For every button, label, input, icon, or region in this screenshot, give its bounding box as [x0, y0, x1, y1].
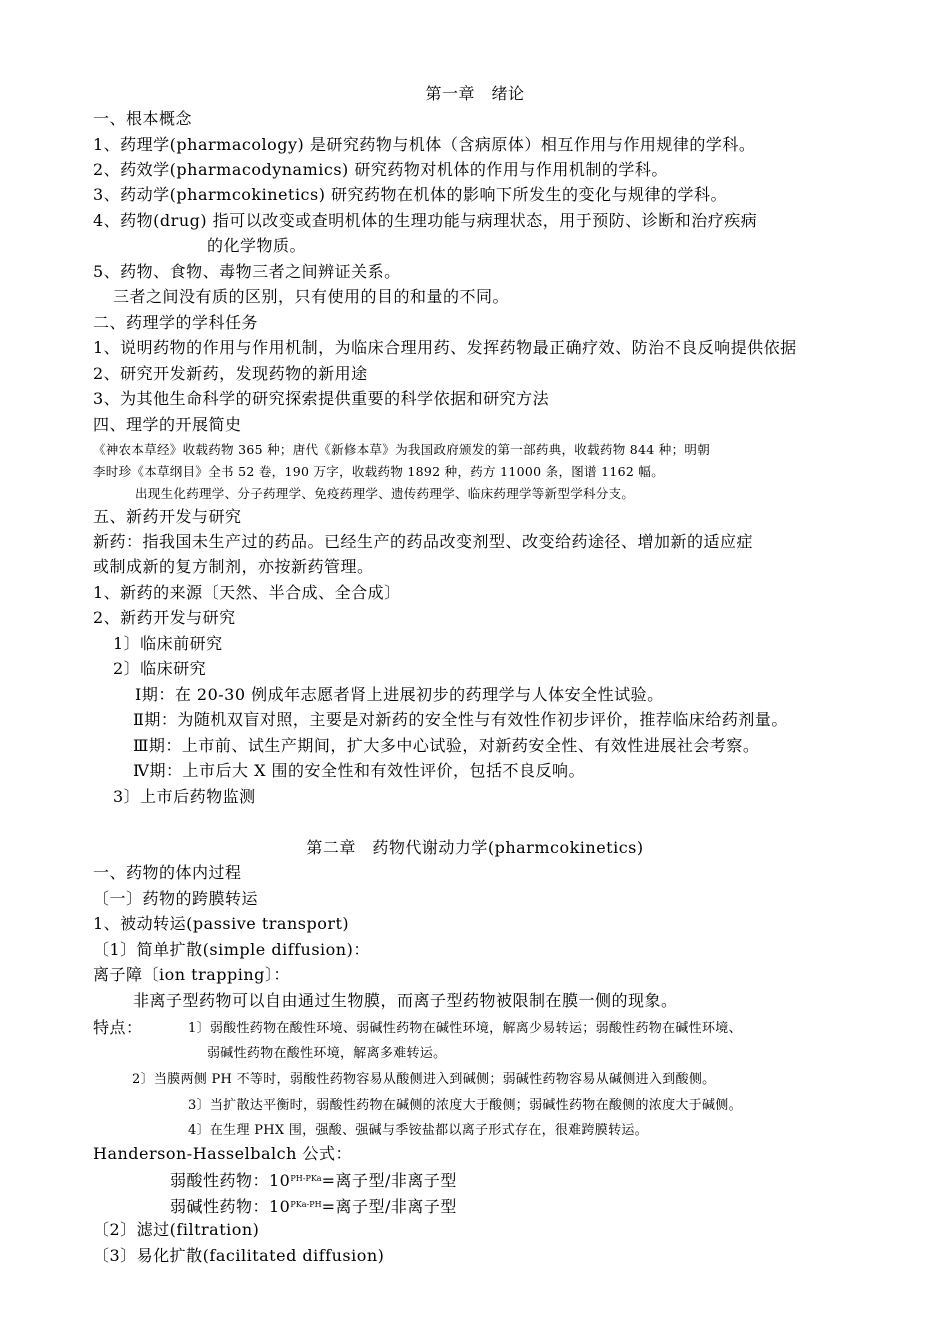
- text-line: 〔2〕滤过(filtration): [93, 1220, 260, 1239]
- formula-prefix: 弱碱性药物：10: [170, 1197, 291, 1216]
- definition-line: 4、药物(drug) 指可以改变或查明机体的生理功能与病理状态，用于预防、诊断和治疗疾病: [93, 211, 758, 230]
- feature-line: 1〕弱酸性药物在酸性环境、弱碱性药物在碱性环境，解离少易转运；弱酸性药物在碱性环境、: [188, 1021, 742, 1036]
- text-line: 非离子型药物可以自由通过生物膜，而离子型药物被限制在膜一侧的现象。: [133, 991, 678, 1010]
- text-line: 三者之间没有质的区别，只有使用的目的和量的不同。: [113, 287, 510, 306]
- phase-line: Ⅱ期：为随机双盲对照，主要是对新药的安全性与有效性作初步评价，推荐临床给药剂量。: [133, 710, 788, 729]
- definition-line: 5、药物、食物、毒物三者之间辨证关系。: [93, 262, 401, 281]
- formula-heading: Handerson-Hasselbalch 公式：: [93, 1144, 352, 1163]
- formula-exponent: PKa-PH: [290, 1200, 322, 1209]
- text-line: 1、说明药物的作用与作用机制，为临床合理用药、发挥药物最正确疗效、防治不良反响提供依据: [93, 338, 797, 357]
- section-heading: 一、药物的体内过程: [93, 863, 242, 882]
- definition-line: 2、药效学(pharmacodynamics) 研究药物对机体的作用与作用机制的学科。: [93, 160, 668, 179]
- text-line: 〔一〕药物的跨膜转运: [93, 889, 259, 908]
- text-line: 2〕临床研究: [113, 659, 207, 678]
- section-heading: 二、药理学的学科任务: [93, 313, 259, 332]
- formula-prefix: 弱酸性药物：10: [170, 1171, 291, 1190]
- text-line: 1、被动转运(passive transport): [93, 914, 350, 933]
- text-line: 或制成新的复方制剂，亦按新药管理。: [93, 557, 374, 576]
- definition-line: 的化学物质。: [207, 236, 307, 255]
- text-line: 新药：指我国未生产过的药品。已经生产的药品改变剂型、改变给药途径、增加新的适应症: [93, 532, 754, 551]
- features-label: 特点：: [93, 1018, 143, 1037]
- text-line: 2、研究开发新药，发现药物的新用途: [93, 364, 368, 383]
- definition-line: 3、药动学(pharmcokinetics) 研究药物在机体的影响下所发生的变化与规律的学科。: [93, 185, 728, 204]
- formula-exponent: PH-PKa: [290, 1174, 322, 1183]
- section-heading: 四、理学的开展简史: [93, 415, 242, 434]
- history-line: 《神农本草经》收载药物 365 种；唐代《新修本草》为我国政府颁发的第一部药典，收载药物 844 种；明朝: [93, 442, 711, 457]
- definition-line: 1、药理学(pharmacology) 是研究药物与机体（含病原体）相互作用与作用规律的学科。: [93, 135, 756, 154]
- text-line: 离子障〔ion trapping〕：: [93, 965, 290, 984]
- text-line: 2、新药开发与研究: [93, 608, 236, 627]
- chapter-1-title: 第一章 绪论: [425, 84, 525, 103]
- feature-line: 3〕当扩散达平衡时，弱酸性药物在碱侧的浓度大于酸侧；弱碱性药物在酸侧的浓度大于碱侧。: [188, 1098, 742, 1113]
- text-line: 1〕临床前研究: [113, 634, 223, 653]
- feature-line: 弱碱性药物在酸性环境，解离多难转运。: [207, 1046, 447, 1061]
- text-line: 3〕上市后药物监测: [113, 787, 256, 806]
- text-line: 3、为其他生命科学的研究探索提供重要的科学依据和研究方法: [93, 389, 550, 408]
- history-line: 李时珍《本草纲目》全书 52 卷，190 万字，收载药物 1892 种，药方 11000 条，图谱 1162 幅。: [93, 464, 665, 479]
- text-line: 1、新药的来源〔天然、半合成、全合成〕: [93, 583, 401, 602]
- formula-result: =离子型/非离子型: [321, 1171, 457, 1190]
- section-heading: 一、根本概念: [93, 109, 193, 128]
- section-heading: 五、新药开发与研究: [93, 507, 242, 526]
- phase-line: Ⅰ期：在 20-30 例成年志愿者肾上进展初步的药理学与人体安全性试验。: [135, 685, 664, 704]
- phase-line: Ⅳ期：上市后大 X 围的安全性和有效性评价，包括不良反响。: [133, 761, 586, 780]
- history-line: 出现生化药理学、分子药理学、免疫药理学、遗传药理学、临床药理学等新型学科分支。: [135, 486, 635, 501]
- feature-line: 4〕在生理 PHX 围，强酸、强碱与季铵盐都以离子形式存在，很难跨膜转运。: [188, 1123, 648, 1138]
- feature-line: 2〕当膜两侧 PH 不等时，弱酸性药物容易从酸侧进入到碱侧；弱碱性药物容易从碱侧进入到酸侧。: [132, 1072, 716, 1087]
- text-line: 〔1〕简单扩散(simple diffusion)：: [93, 940, 370, 959]
- chapter-2-title: 第二章 药物代谢动力学(pharmcokinetics): [306, 838, 644, 857]
- formula-result: =离子型/非离子型: [321, 1197, 457, 1216]
- phase-line: Ⅲ期：上市前、试生产期间，扩大多中心试验，对新药安全性、有效性进展社会考察。: [133, 736, 760, 755]
- formula-acid: [170, 1168, 457, 1192]
- formula-base: [170, 1194, 457, 1218]
- text-line: 〔3〕易化扩散(facilitated diffusion): [93, 1246, 385, 1265]
